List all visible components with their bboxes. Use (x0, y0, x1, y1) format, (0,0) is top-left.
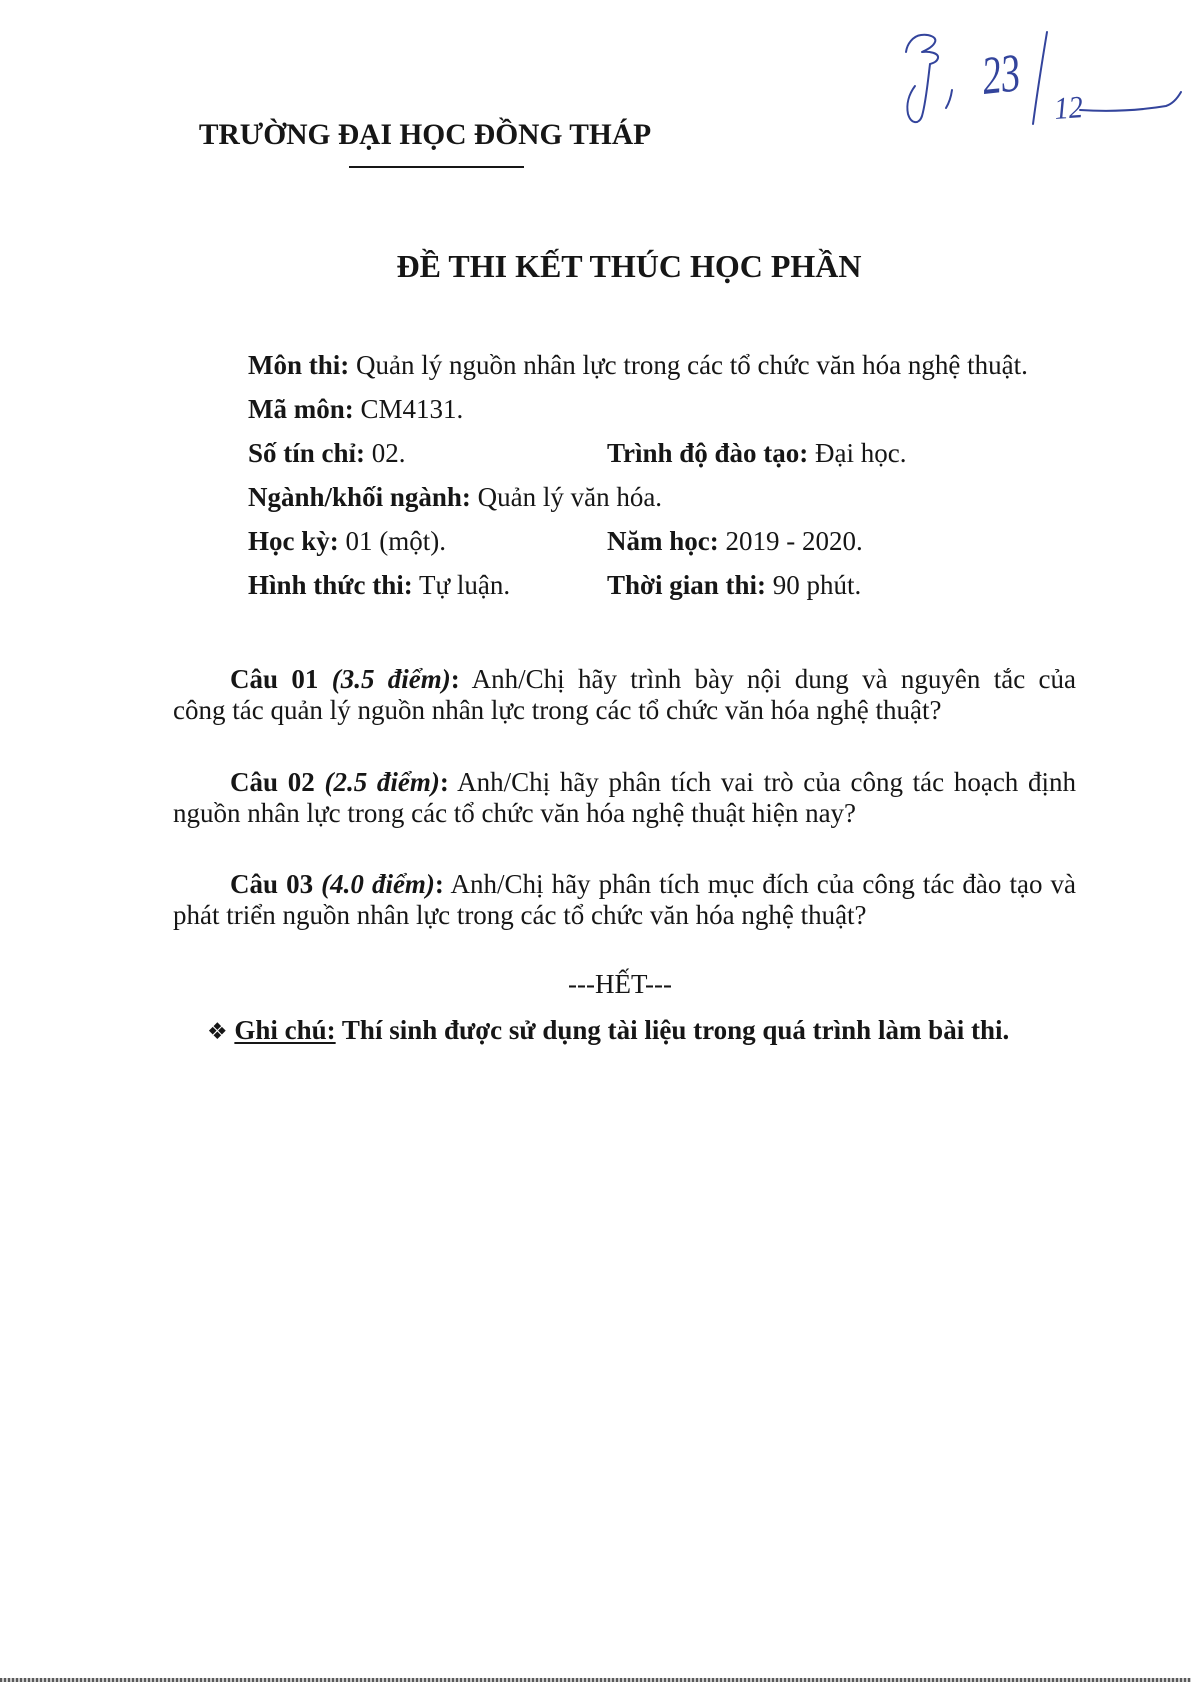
subject-value: Quản lý nguồn nhân lực trong các tổ chức văn hóa nghệ thuật. (356, 350, 1028, 380)
question-text-line-2: phát triển nguồn nhân lực trong các tổ chức văn hóa nghệ thuật? (173, 900, 867, 930)
question-label: Câu 02 (230, 767, 315, 797)
training-level-value: Đại học. (815, 438, 907, 468)
question-2 (173, 767, 1076, 829)
info-row-major (248, 475, 1128, 519)
info-row-credits-level (248, 431, 1128, 475)
scan-bottom-edge (0, 1678, 1191, 1682)
question-label-colon: : (450, 664, 460, 694)
question-label-colon: : (434, 869, 444, 899)
question-text-line-2: công tác quản lý nguồn nhân lực trong các tổ chức văn hóa nghệ thuật? (173, 695, 942, 725)
exam-title: ĐỀ THI KẾT THÚC HỌC PHẦN (396, 248, 862, 284)
question-label: Câu 03 (230, 869, 314, 899)
training-level-cell (607, 431, 907, 475)
subject-label: Môn thi: (248, 350, 350, 380)
exam-format-value: Tự luận. (419, 570, 511, 600)
duration-label: Thời gian thi: (607, 570, 766, 600)
semester-cell (248, 519, 607, 563)
question-text-line-2: nguồn nhân lực trong các tổ chức văn hóa nghệ thuật hiện nay? (173, 798, 857, 828)
note-label: Ghi chú: (234, 1015, 336, 1045)
question-first-line (173, 664, 1076, 695)
question-points: (2.5 điểm) (324, 767, 440, 797)
credits-cell (248, 431, 607, 475)
course-code-label: Mã môn: (248, 394, 354, 424)
question-label: Câu 01 (230, 664, 319, 694)
info-row-subject (248, 343, 1128, 387)
academic-year-value: 2019 - 2020. (725, 526, 863, 556)
question-first-line (173, 869, 1076, 900)
question-points: (4.0 điểm) (321, 869, 435, 899)
handwritten-annotation (880, 20, 1185, 140)
note-text: Thí sinh được sử dụng tài liệu trong quá trình làm bài thi. (341, 1015, 1010, 1045)
end-marker: ---HẾT--- (568, 969, 672, 999)
question-points: (3.5 điểm) (331, 664, 451, 694)
credits-value: 02. (371, 438, 406, 468)
exam-format-label: Hình thức thi: (248, 570, 413, 600)
handwritten-initial-mark (906, 35, 938, 122)
question-text-line-1: Anh/Chị hãy phân tích vai trò của công tác hoạch định (457, 767, 1077, 797)
exam-format-cell (248, 563, 607, 607)
handwritten-comma-mark (946, 90, 952, 108)
duration-cell (607, 563, 861, 607)
exam-info (248, 343, 1128, 607)
info-row-course-code (248, 387, 1128, 431)
academic-year-label: Năm học: (607, 526, 719, 556)
training-level-label: Trình độ đào tạo: (607, 438, 809, 468)
school-name-divider (349, 166, 524, 168)
handwritten-day: 23 (979, 42, 1024, 107)
info-row-semester-year (248, 519, 1128, 563)
info-row-format-duration (248, 563, 1128, 607)
handwritten-underline (1080, 92, 1181, 111)
question-text-line-1: Anh/Chị hãy phân tích mục đích của công tác đào tạo và (450, 869, 1076, 899)
school-name: TRƯỜNG ĐẠI HỌC ĐỒNG THÁP (198, 119, 652, 151)
course-code-value: CM4131. (360, 394, 464, 424)
credits-label: Số tín chỉ: (248, 438, 366, 468)
question-text-line-1: Anh/Chị hãy trình bày nội dung và nguyên tắc của (471, 664, 1077, 694)
major-value: Quản lý văn hóa. (477, 482, 663, 512)
handwritten-month: 12 (1053, 89, 1085, 127)
exam-note (207, 1015, 1009, 1048)
duration-value: 90 phút. (772, 570, 862, 600)
semester-value: 01 (một). (345, 526, 446, 556)
question-3 (173, 869, 1076, 931)
academic-year-cell (607, 519, 863, 563)
handwritten-date-slash (1033, 32, 1047, 124)
semester-label: Học kỳ: (248, 526, 339, 556)
major-label: Ngành/khối ngành: (248, 482, 471, 512)
note-bullet-icon: ❖ (207, 1019, 228, 1045)
question-label-colon: : (439, 767, 449, 797)
question-1 (173, 664, 1076, 726)
question-first-line (173, 767, 1076, 798)
